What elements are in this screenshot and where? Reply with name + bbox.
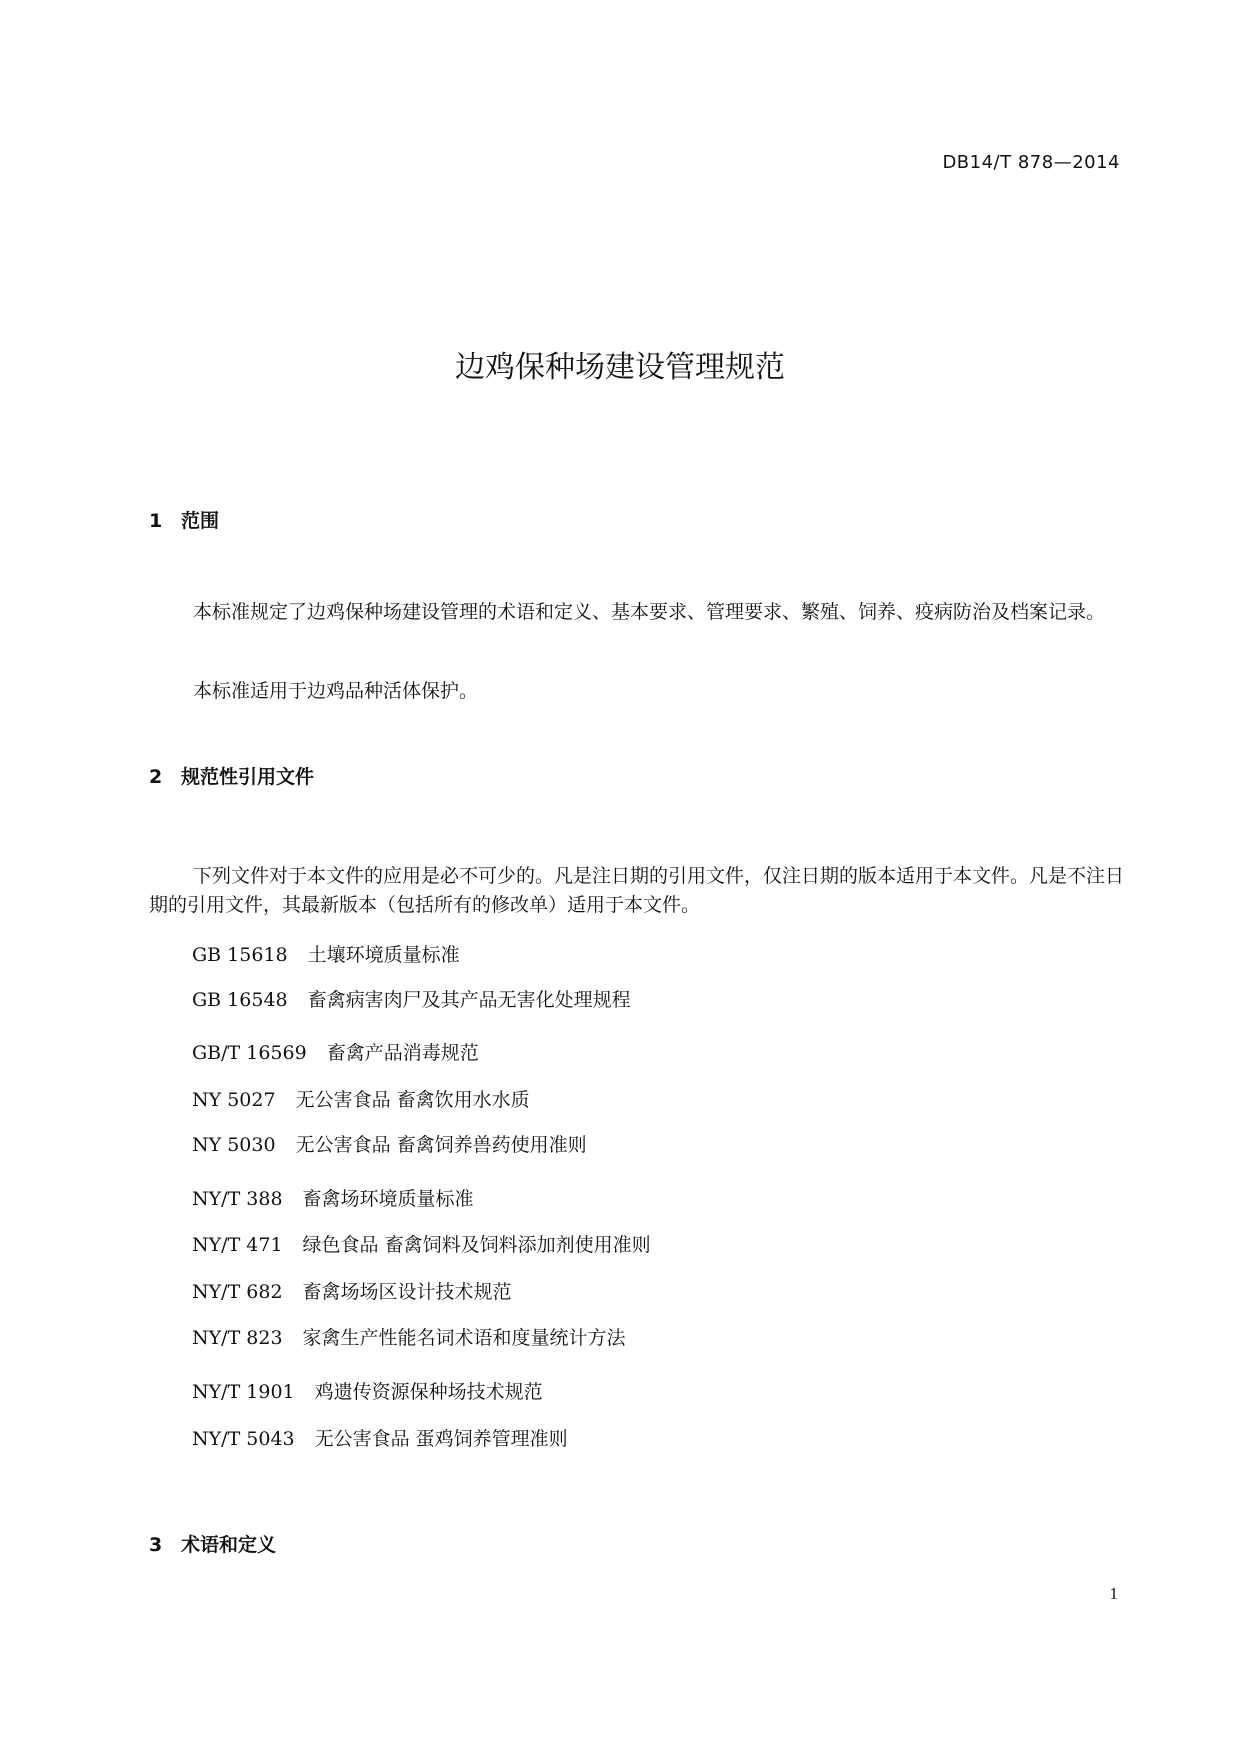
section-3-heading [149,1530,276,1557]
reference-title: 畜禽病害肉尸及其产品无害化处理规程 [307,989,631,1011]
reference-item [192,940,460,967]
reference-item [192,985,631,1012]
reference-code: NY/T 682 [192,1281,283,1303]
reference-title: 绿色食品 畜禽饲料及饲料添加剂使用准则 [302,1234,651,1256]
section-number: 3 [149,1534,163,1556]
reference-item [192,1130,587,1157]
reference-code: NY/T 823 [192,1327,283,1349]
section-2-heading [149,762,314,789]
section-number: 1 [149,510,163,532]
reference-code: NY 5030 [192,1134,276,1156]
reference-title: 无公害食品 畜禽饮用水水质 [295,1089,530,1111]
reference-item [192,1424,568,1451]
reference-code: NY/T 5043 [192,1428,295,1450]
reference-title: 鸡遗传资源保种场技术规范 [314,1381,543,1403]
reference-item [192,1184,474,1211]
reference-title: 无公害食品 蛋鸡饲养管理准则 [314,1428,568,1450]
section-1-paragraph-2: 本标准适用于边鸡品种活体保护。 [193,680,479,702]
section-1-heading [149,506,219,533]
reference-title: 无公害食品 畜禽饲养兽药使用准则 [295,1134,587,1156]
section-number: 2 [149,766,163,788]
section-title: 术语和定义 [181,1534,277,1556]
reference-code: GB/T 16569 [192,1042,307,1064]
reference-item [192,1085,530,1112]
reference-code: NY/T 388 [192,1188,283,1210]
reference-code: GB 16548 [192,989,288,1011]
reference-item [192,1323,626,1350]
reference-item [192,1377,543,1404]
section-title: 规范性引用文件 [181,766,315,788]
page-number: 1 [1109,1584,1118,1603]
reference-title: 畜禽场场区设计技术规范 [302,1281,512,1303]
reference-item [192,1038,479,1065]
reference-code: NY/T 1901 [192,1381,295,1403]
reference-title: 家禽生产性能名词术语和度量统计方法 [302,1327,626,1349]
reference-title: 畜禽产品消毒规范 [326,1042,479,1064]
section-1-paragraph-1: 本标准规定了边鸡保种场建设管理的术语和定义、基本要求、管理要求、繁殖、饲养、疫病防治及档案记录。 [193,601,1106,623]
section-2-intro: 下列文件对于本文件的应用是必不可少的。凡是注日期的引用文件，仅注日期的版本适用于本文件。凡是不注日期的引用文件，其最新版本（包括所有的修改单）适用于本文件。 [149,865,1125,916]
reference-code: NY 5027 [192,1089,276,1111]
document-title: 边鸡保种场建设管理规范 [455,350,785,385]
reference-item [192,1230,651,1257]
reference-code: GB 15618 [192,944,288,966]
reference-item [192,1277,512,1304]
section-title: 范围 [181,510,220,532]
document-code: DB14/T 878—2014 [942,152,1120,173]
reference-title: 畜禽场环境质量标准 [302,1188,474,1210]
reference-title: 土壤环境质量标准 [307,944,460,966]
reference-code: NY/T 471 [192,1234,283,1256]
